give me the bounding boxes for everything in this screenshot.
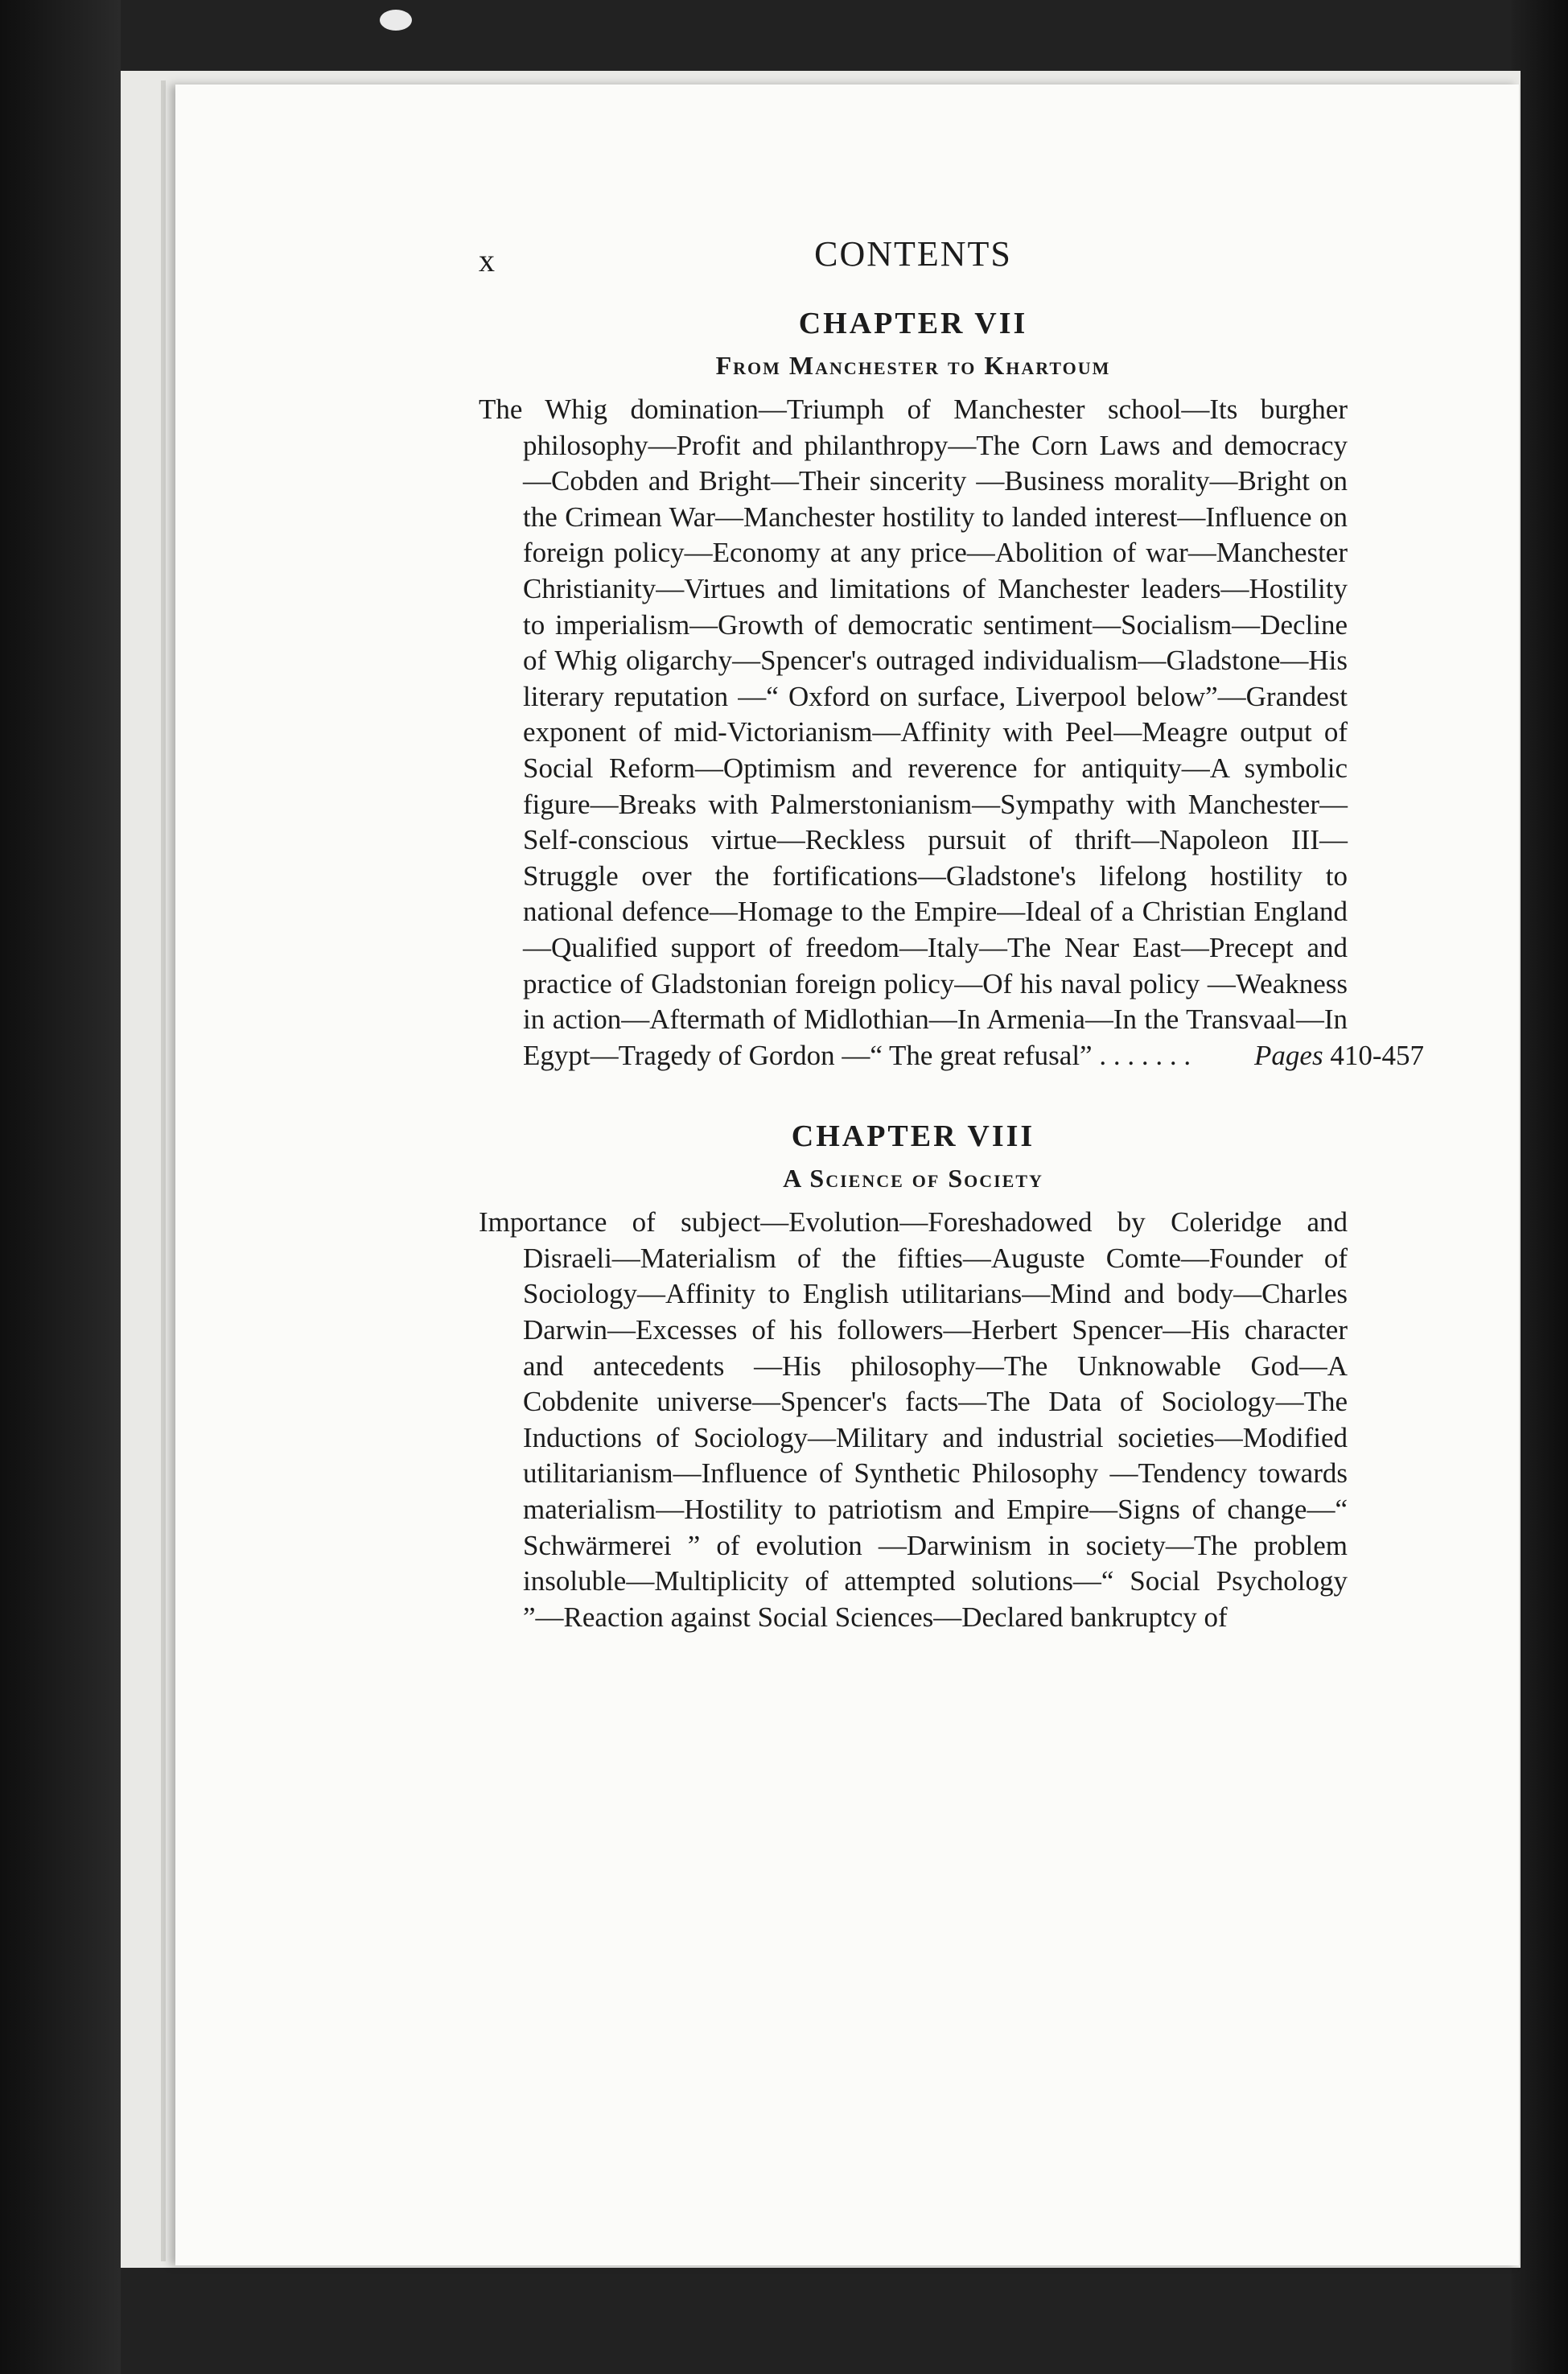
scan-border-left (0, 0, 121, 2374)
chapter-summary-text: The Whig domination—Triumph of Manchester school—Its burgher philosophy—Profit and philanthropy—The Corn Laws and democracy—Cobden and Bright—Their sincerity —Business morality—Bright on the Crimean War—Manchester hostility to landed interest—Influence on foreign policy—Economy at any price—Abolition of war—Manchester Christianity—Virtues and limitations of Manchester leaders—Hostility to imperialism—Growth of democratic sentiment—Socialism—Decline of Whig oligarchy—Spencer's outraged individualism—Gladstone—His literary reputation —“ Oxford on surface, Liverpool below”—Grandest exponent of mid-Victorianism—Affinity with Peel—Meagre output of Social Reform—Optimism and reverence for antiquity—A symbolic figure—Breaks with Palmerstonianism—Sympathy with Manchester—Self-conscious virtue—Reckless pursuit of thrift—Napoleon III—Struggle over the fortifications—Gladstone's lifelong hostility to national defence—Homage to the Empire—Ideal of a Christian England—Qualified support of freedom—Italy—The Near East—Precept and practice of Gladstonian foreign policy—Of his naval policy —Weakness in action—Aftermath of Midlothian—In Armenia—In the Transvaal—In Egypt—Tragedy of Gordon —“ The great refusal” . . . . . . . (479, 394, 1348, 1071)
page-reference (1254, 1038, 1424, 1074)
pages-label: Pages (1254, 1039, 1323, 1071)
chapter-subtitle: From Manchester to Khartoum (715, 351, 1111, 380)
chapter-summary (479, 392, 1424, 1074)
page-number: x (479, 242, 495, 278)
page-gutter (161, 80, 166, 2261)
page-title: CONTENTS (814, 234, 1012, 274)
chapter-entry-viii (479, 1119, 1348, 1635)
chapter-heading: CHAPTER VIII (791, 1119, 1035, 1154)
chapter-summary: Importance of subject—Evolution—Foreshadowed by Coleridge and Disraeli—Materialism of the fifties—Auguste Comte—Founder of Sociology—Affinity to English utilitarians—Mind and body—Charles Darwin—Excesses of his followers—Herbert Spencer—His character and antecedents —His philosophy—The Unknowable God—A Cobdenite universe—Spencer's facts—The Data of Sociology—The Inductions of Sociology—Military and industrial societies—Modified utilitarianism—Influence of Synthetic Philosophy —Tendency towards materialism—Hostility to patriotism and Empire—Signs of change—“ Schwärmerei ” of evolution —Darwinism in society—The problem insoluble—Multiplicity of attempted solutions—“ Social Psychology ”—Reaction against Social Sciences—Declared bankruptcy of (479, 1206, 1348, 1633)
scan-speck (380, 10, 412, 31)
contents-page (479, 233, 1424, 1651)
pages-range: 410-457 (1330, 1039, 1424, 1071)
running-head (479, 233, 1348, 282)
chapter-subtitle: A Science of Society (783, 1164, 1043, 1193)
chapter-heading: CHAPTER VII (798, 307, 1028, 340)
chapter-entry-vii (479, 306, 1424, 1074)
